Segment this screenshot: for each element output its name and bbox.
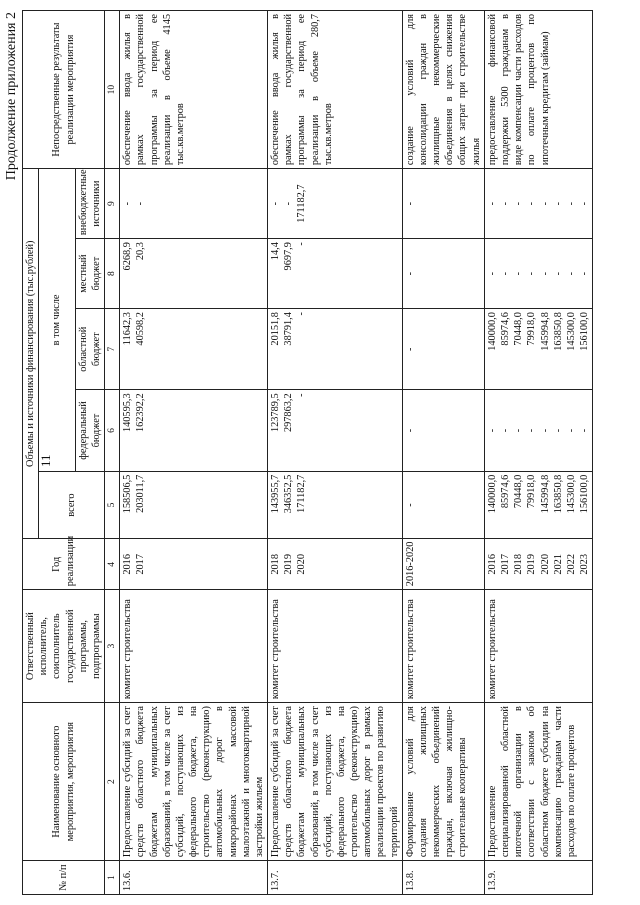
row-number: 13.6. bbox=[120, 861, 268, 895]
header-executor: Ответственный исполнитель, соисполнитель государственной программы, подпрограммы bbox=[23, 590, 105, 703]
column-index-row bbox=[105, 11, 120, 895]
column-index: 1 bbox=[105, 861, 120, 895]
header-local: местный бюджет bbox=[75, 239, 104, 309]
row-number: 13.7. bbox=[268, 861, 403, 895]
federal-amount: 140595,3 162392,2 bbox=[120, 390, 268, 471]
result: обеспечение ввода жилья в рамках государственной программы за период ее реализации в объеме 280,7 тыс.кв.метров bbox=[268, 11, 403, 169]
column-index: 8 bbox=[105, 239, 120, 309]
measure-name: Формирование условий для создания жилищных некоммерческих объединений граждан, включая жилищно-строительные кооперативы bbox=[402, 703, 484, 861]
total-amount: 158506,5 203011,7 bbox=[120, 471, 268, 539]
measure-name: Предоставление специализированной областной ипотечной организации в соответствии с законом об областном бюджете субсидии на компенсацию гражданам части расходов по оплате процентов bbox=[484, 703, 592, 861]
table-row bbox=[268, 11, 403, 895]
total-amount: 143955,7 346352,5 171182,7 bbox=[268, 471, 403, 539]
local-amount: - bbox=[402, 239, 484, 309]
extra-amount: - bbox=[402, 169, 484, 239]
regional-amount: 11642,3 40598,2 bbox=[120, 309, 268, 390]
column-index: 5 bbox=[105, 471, 120, 539]
years: 2016-2020 bbox=[402, 539, 484, 590]
column-index: 9 bbox=[105, 169, 120, 239]
regional-amount: 140000,0 85974,6 70448,0 79918,0 145994,8 163850,8 145300,0 156100,0 bbox=[484, 309, 592, 390]
header-extra: внебюджетные источники bbox=[75, 169, 104, 239]
executor: комитет строительства bbox=[484, 590, 592, 703]
years: 2016 2017 bbox=[120, 539, 268, 590]
extra-amount: - - bbox=[120, 169, 268, 239]
result: обеспечение ввода жилья в рамках государственной программы за период ее реализации в объеме 4145 тыс.кв.метров bbox=[120, 11, 268, 169]
row-number: 13.8. bbox=[402, 861, 484, 895]
measure-name: Предоставление субсидий за счет средств областного бюджета бюджетам муниципальных образований, в том числе за счет субсидий, поступающих из федерального бюджета, на строительство (реконструкцию) автомобильных дорог в рамках реализации проектов по развитию территорий bbox=[268, 703, 403, 861]
header-including: в том числе bbox=[39, 169, 76, 472]
federal-amount: - - - - - - - - bbox=[484, 390, 592, 471]
header-result: Непосредственные результаты реализации мероприятия bbox=[23, 11, 105, 169]
appendix-caption: Продолжение приложения 2 bbox=[4, 12, 19, 181]
column-index: 2 bbox=[105, 703, 120, 861]
local-amount: 14,4 9697,9 - bbox=[268, 239, 403, 309]
executor: комитет строительства bbox=[120, 590, 268, 703]
program-table bbox=[22, 10, 593, 895]
header-num: № п/п bbox=[23, 861, 105, 895]
header-name: Наименование основного мероприятия, мероприятия bbox=[23, 703, 105, 861]
measure-name: Предоставление субсидий за счет средств областного бюджета бюджетам муниципальных образований, в том числе за счет субсидий, поступающих из федерального бюджета, на строительство (реконструкцию) автомобильных дорог в микрорайонах массовой малоэтажной и многоквартирной застройки жильем bbox=[120, 703, 268, 861]
table-row bbox=[402, 11, 484, 895]
table-row bbox=[120, 11, 268, 895]
column-index: 10 bbox=[105, 11, 120, 169]
column-index: 3 bbox=[105, 590, 120, 703]
federal-amount: - bbox=[402, 390, 484, 471]
result: создание условий для консолидации граждан в жилищные некоммерческие объединения в целях снижения общих затрат при строительстве жилья bbox=[402, 11, 484, 169]
header-regional: областной бюджет bbox=[75, 309, 104, 390]
total-amount: 140000,0 85974,6 70448,0 79918,0 145994,8 163850,8 145300,0 156100,0 bbox=[484, 471, 592, 539]
table-row bbox=[484, 11, 592, 895]
years: 2016 2017 2018 2019 2020 2021 2022 2023 bbox=[484, 539, 592, 590]
column-index: 6 bbox=[105, 390, 120, 471]
extra-amount: - - - - - - - - bbox=[484, 169, 592, 239]
page-number: 11 bbox=[38, 454, 53, 467]
local-amount: 6268,9 20,3 bbox=[120, 239, 268, 309]
years: 2018 2019 2020 bbox=[268, 539, 403, 590]
column-index: 4 bbox=[105, 539, 120, 590]
executor: комитет строительства bbox=[268, 590, 403, 703]
header-funding: Объемы и источники финансирования (тыс.рублей) bbox=[23, 169, 39, 539]
header-year: Год реализации bbox=[23, 539, 105, 590]
total-amount: - bbox=[402, 471, 484, 539]
header-total: всего bbox=[39, 471, 105, 539]
extra-amount: - - 171182,7 bbox=[268, 169, 403, 239]
row-number: 13.9. bbox=[484, 861, 592, 895]
result: предоставление финансовой поддержки 5300 гражданам в виде компенсации части расходов по оплате процентов по ипотечным кредитам (займам) bbox=[484, 11, 592, 169]
header-federal: федеральный бюджет bbox=[75, 390, 104, 471]
column-index: 7 bbox=[105, 309, 120, 390]
regional-amount: - bbox=[402, 309, 484, 390]
executor: комитет строительства bbox=[402, 590, 484, 703]
federal-amount: 123789,5 297863,2 - bbox=[268, 390, 403, 471]
local-amount: - - - - - - - - bbox=[484, 239, 592, 309]
regional-amount: 20151,8 38791,4 - bbox=[268, 309, 403, 390]
